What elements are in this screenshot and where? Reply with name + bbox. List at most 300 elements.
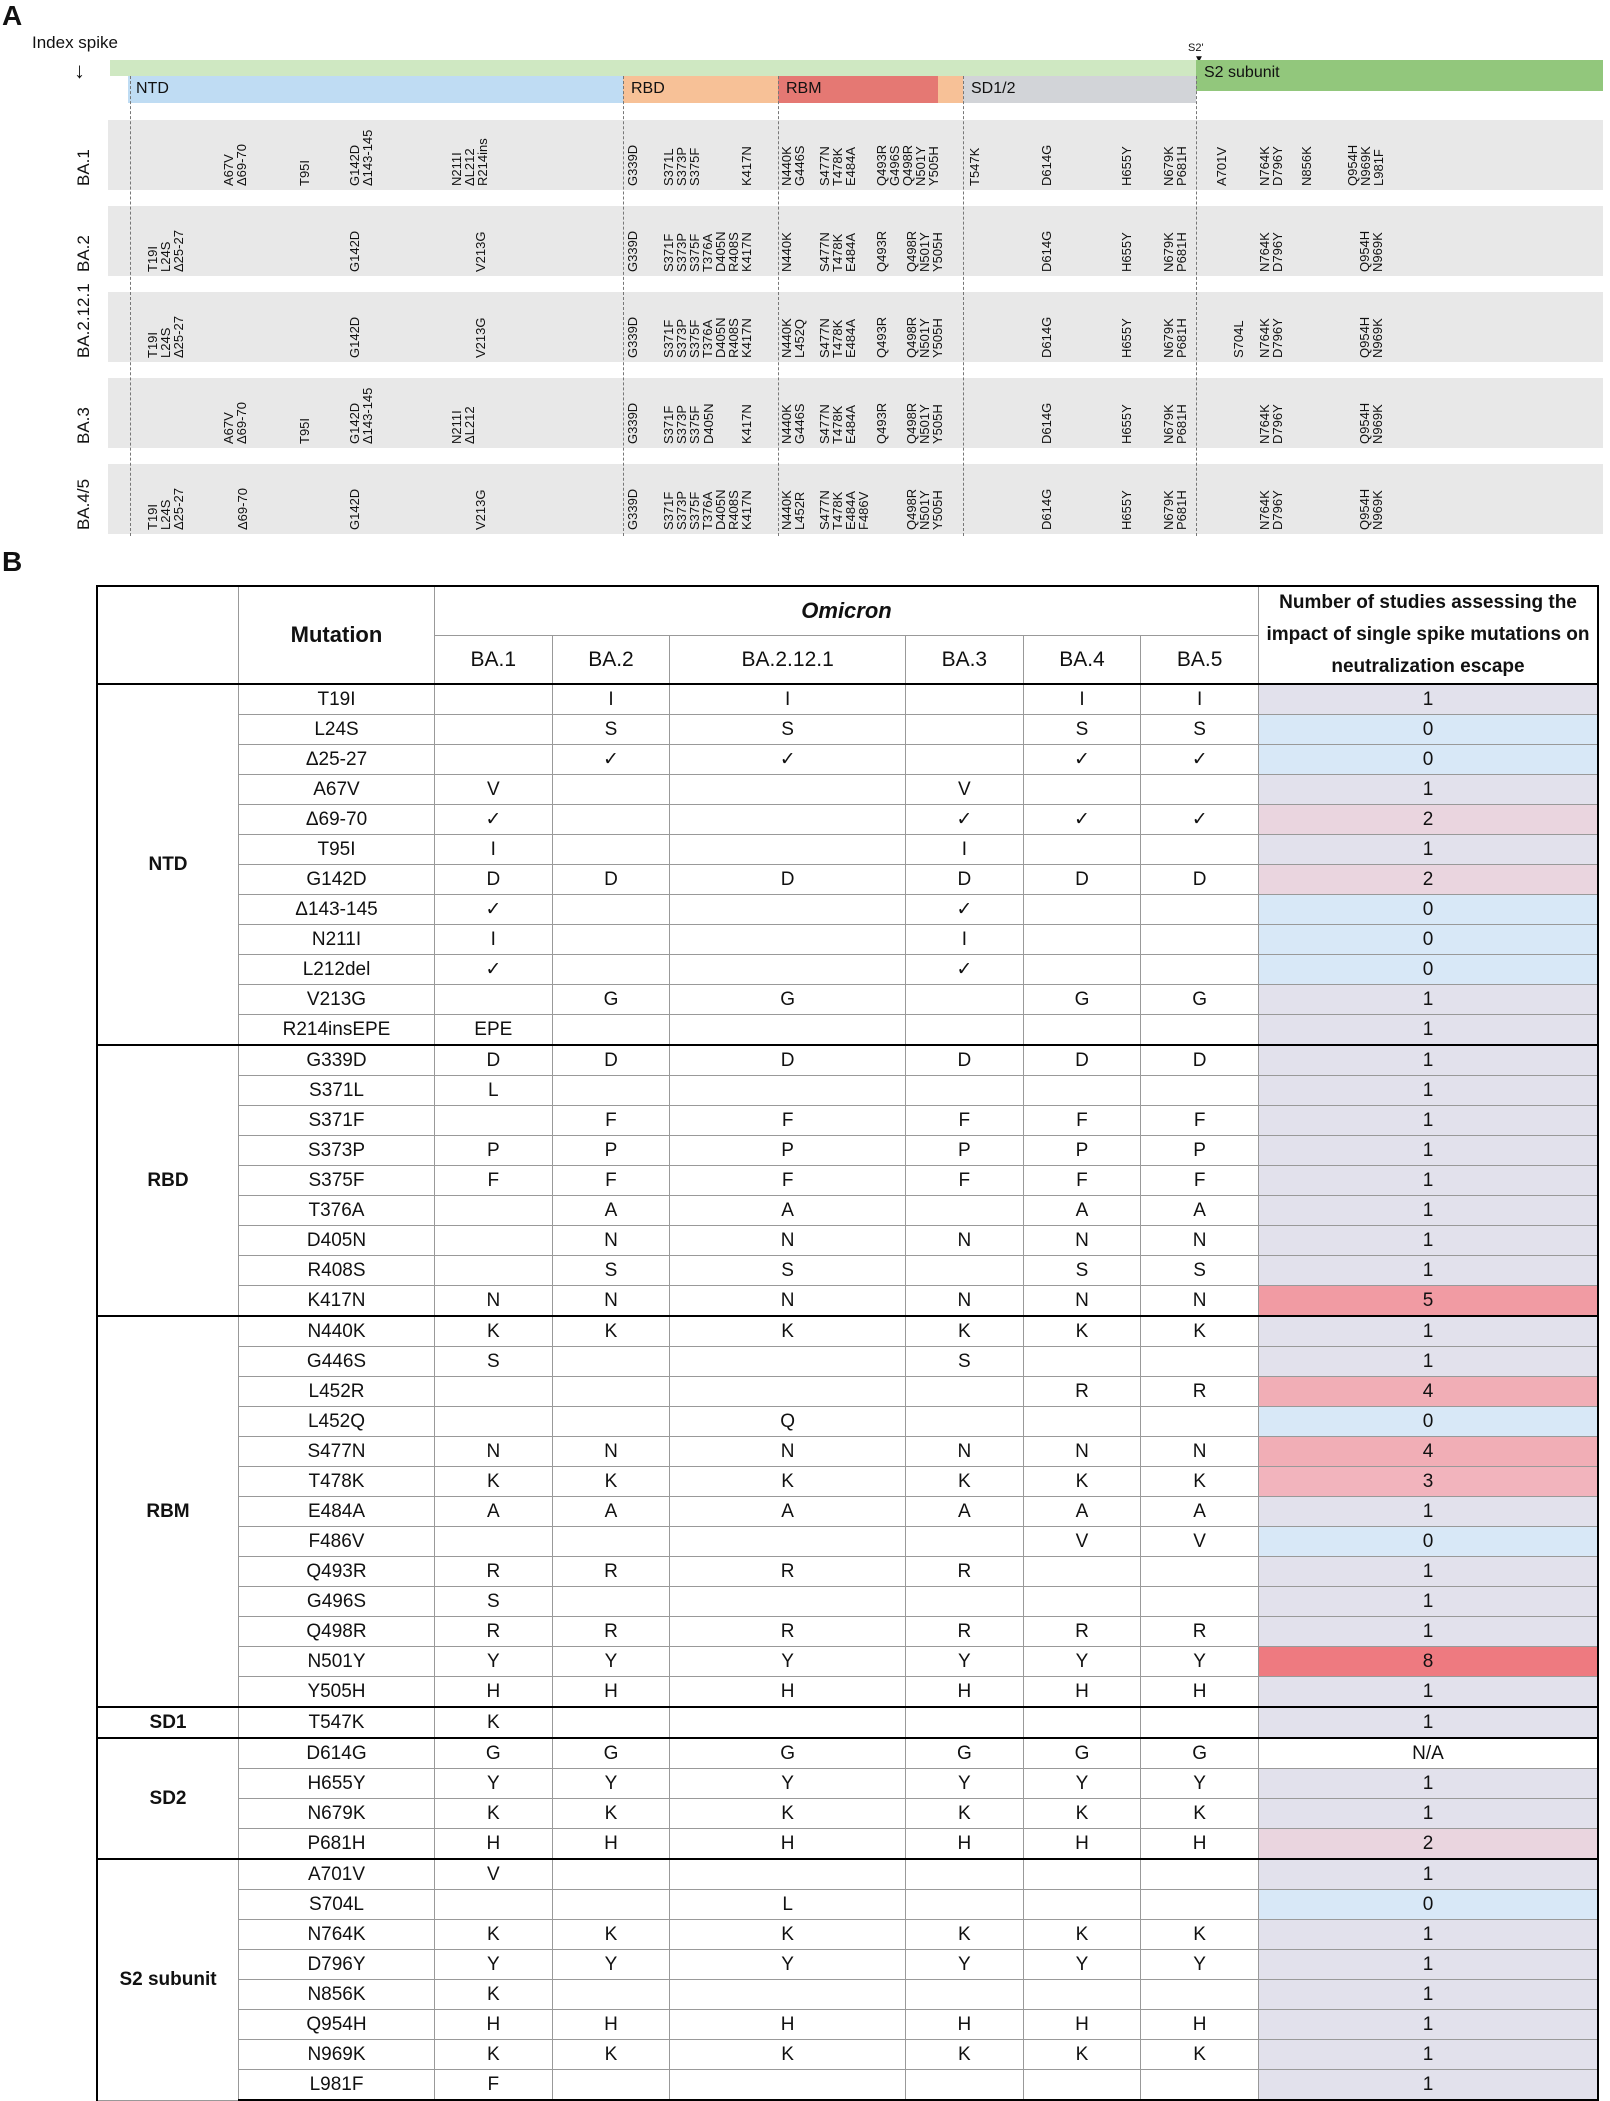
mutation-label-group: A67V Δ69-70 [221, 402, 249, 444]
mutation-label-group: N764K D796Y [1257, 490, 1285, 530]
mutation-table [96, 585, 1599, 2101]
study-count-cell: 1 [1259, 1316, 1599, 1347]
variant-value-cell: K [670, 1920, 906, 1950]
variant-value-cell: K [1023, 1799, 1141, 1829]
mutation-label-group: D614G [1039, 230, 1054, 272]
variant-value-cell: N [552, 1437, 670, 1467]
variant-value-cell: S [435, 1347, 553, 1377]
variant-value-cell: Y [906, 1647, 1024, 1677]
variant-value-cell: H [906, 1677, 1024, 1708]
study-count-cell: 1 [1259, 1256, 1599, 1286]
variant-value-cell: Y [670, 1647, 906, 1677]
mutation-label-group: T95I [297, 159, 312, 186]
mutation-label-group: D405N [701, 403, 716, 444]
variant-value-cell [670, 1347, 906, 1377]
variant-column-header: BA.2 [552, 636, 670, 685]
variant-value-cell: D [670, 865, 906, 895]
variant-value-cell: A [1023, 1497, 1141, 1527]
table-row [97, 1557, 1598, 1587]
variant-value-cell: H [1023, 1677, 1141, 1708]
variant-value-cell: H [1023, 1829, 1141, 1860]
variant-row-label: BA.1 [74, 149, 93, 186]
variant-value-cell: N [670, 1226, 906, 1256]
mutation-cell: T19I [239, 684, 435, 715]
table-row [97, 895, 1598, 925]
s2-prime-label: S2' [1188, 42, 1204, 54]
variant-value-cell [552, 835, 670, 865]
mutation-cell: G339D [239, 1045, 435, 1076]
variant-value-cell: K [670, 1316, 906, 1347]
study-count-cell: 0 [1259, 1407, 1599, 1437]
mutation-label-group: N440K [779, 232, 794, 272]
omicron-header: Omicron [435, 586, 1259, 636]
variant-value-cell [552, 1980, 670, 2010]
variant-value-cell [670, 1707, 906, 1738]
variant-value-cell [670, 805, 906, 835]
variant-value-cell: I [670, 684, 906, 715]
variant-value-cell: H [435, 1829, 553, 1860]
mutation-label-group: S371F S373P S375F T376A D405N R408S [661, 317, 741, 358]
table-row [97, 1316, 1598, 1347]
study-count-cell: 1 [1259, 775, 1599, 805]
variant-value-cell: H [906, 2010, 1024, 2040]
variant-value-cell: P [552, 1136, 670, 1166]
mutation-label-group: Q498R N501Y Y505H [904, 402, 945, 444]
mutation-label-group: N440K L452R [779, 490, 807, 530]
down-arrow-icon: ↓ [74, 58, 85, 83]
mutation-cell: S371L [239, 1076, 435, 1106]
mutation-cell: T478K [239, 1467, 435, 1497]
variant-column-header: BA.2.12.1 [670, 636, 906, 685]
table-row [97, 1226, 1598, 1256]
variant-value-cell: G [435, 1738, 553, 1769]
variant-value-cell [1023, 2070, 1141, 2101]
study-count-cell: 1 [1259, 2040, 1599, 2070]
variant-value-cell [1023, 1859, 1141, 1890]
variant-value-cell: V [906, 775, 1024, 805]
variant-value-cell: F [670, 1166, 906, 1196]
domain-boundary-line [778, 76, 779, 536]
variant-value-cell: F [1141, 1166, 1259, 1196]
variant-value-cell [552, 1377, 670, 1407]
variant-value-cell: ✓ [1141, 745, 1259, 775]
study-count-cell: 0 [1259, 715, 1599, 745]
variant-value-cell: G [1023, 985, 1141, 1015]
variant-value-cell: A [670, 1497, 906, 1527]
mutation-cell: S477N [239, 1437, 435, 1467]
variant-value-cell: K [1023, 1467, 1141, 1497]
variant-value-cell: ✓ [670, 745, 906, 775]
mutation-cell: L212del [239, 955, 435, 985]
variant-value-cell: D [1141, 865, 1259, 895]
table-row [97, 1859, 1598, 1890]
mutation-cell: L24S [239, 715, 435, 745]
variant-value-cell: H [552, 1677, 670, 1708]
study-count-cell: 2 [1259, 865, 1599, 895]
region-label: SD1 [97, 1707, 239, 1738]
variant-value-cell: N [1023, 1437, 1141, 1467]
table-row [97, 1437, 1598, 1467]
variant-value-cell [670, 775, 906, 805]
variant-value-cell: G [1141, 1738, 1259, 1769]
table-row [97, 2070, 1598, 2101]
mutation-label-group: T19I L24S Δ25-27 [145, 316, 186, 358]
variant-value-cell: P [906, 1136, 1024, 1166]
variant-value-cell [552, 1527, 670, 1557]
variant-value-cell: R [1023, 1617, 1141, 1647]
variant-value-cell [1141, 775, 1259, 805]
mutation-cell: S375F [239, 1166, 435, 1196]
variant-value-cell: K [906, 1467, 1024, 1497]
study-count-cell: 2 [1259, 805, 1599, 835]
variant-value-cell: V [435, 1859, 553, 1890]
variant-value-cell: P [1023, 1136, 1141, 1166]
variant-value-cell: V [1023, 1527, 1141, 1557]
variant-value-cell [1141, 955, 1259, 985]
variant-value-cell: K [1023, 1316, 1141, 1347]
mutation-cell: Δ143-145 [239, 895, 435, 925]
mutation-cell: N856K [239, 1980, 435, 2010]
variant-value-cell: A [906, 1497, 1024, 1527]
variant-value-cell: Y [906, 1950, 1024, 1980]
mutation-label-group: H655Y [1119, 490, 1134, 530]
region-header-blank [97, 586, 239, 684]
variant-value-cell [1023, 835, 1141, 865]
mutation-label-group: N440K G446S [779, 145, 807, 186]
table-row [97, 865, 1598, 895]
variant-value-cell: ✓ [906, 955, 1024, 985]
variant-value-cell: Y [1141, 1769, 1259, 1799]
variant-value-cell: K [552, 1467, 670, 1497]
mutation-label-group: Δ69-70 [235, 488, 250, 530]
region-label: S2 subunit [97, 1859, 239, 2100]
table-row [97, 1286, 1598, 1317]
mutation-label-group: S371F S373P S375F T376A D405N R408S [661, 231, 741, 272]
variant-value-cell: S [670, 1256, 906, 1286]
table-row [97, 1829, 1598, 1860]
region-label: NTD [97, 684, 239, 1045]
mutation-label-group: T95I [297, 417, 312, 444]
variant-value-cell: N [1023, 1226, 1141, 1256]
variant-value-cell [906, 1196, 1024, 1226]
variant-value-cell: A [435, 1497, 553, 1527]
variant-value-cell: S [906, 1347, 1024, 1377]
variant-value-cell: P [435, 1136, 553, 1166]
variant-value-cell: G [552, 1738, 670, 1769]
variant-value-cell [435, 1377, 553, 1407]
variant-value-cell [906, 1587, 1024, 1617]
variant-value-cell [552, 775, 670, 805]
mutation-cell: A67V [239, 775, 435, 805]
mutation-label-group: K417N [739, 318, 754, 358]
mutation-cell: D614G [239, 1738, 435, 1769]
mutation-label-group: S477N T478K E484A [817, 232, 858, 272]
variant-value-cell: N [906, 1286, 1024, 1317]
study-count-cell: 1 [1259, 1859, 1599, 1890]
variant-value-cell: S [552, 715, 670, 745]
mutation-header: Mutation [239, 586, 435, 684]
variant-value-cell: A [552, 1497, 670, 1527]
mutation-label-group: N764K D796Y [1257, 404, 1285, 444]
variant-value-cell [552, 1407, 670, 1437]
study-count-cell: 0 [1259, 895, 1599, 925]
mutation-label-group: N440K L452Q [779, 318, 807, 358]
variant-value-cell: N [1141, 1437, 1259, 1467]
variant-value-cell: H [552, 1829, 670, 1860]
variant-value-cell: N [1023, 1286, 1141, 1317]
variant-value-cell: N [1141, 1226, 1259, 1256]
variant-value-cell [906, 1707, 1024, 1738]
mutation-cell: G496S [239, 1587, 435, 1617]
variant-value-cell [906, 1076, 1024, 1106]
variant-value-cell [1141, 2070, 1259, 2101]
mutation-cell: Y505H [239, 1677, 435, 1708]
variant-value-cell: F [1141, 1106, 1259, 1136]
variant-value-cell [906, 1859, 1024, 1890]
domain-segment [938, 76, 963, 103]
variant-value-cell: R [670, 1617, 906, 1647]
study-count-cell: 3 [1259, 1467, 1599, 1497]
mutation-cell: E484A [239, 1497, 435, 1527]
table-row [97, 1617, 1598, 1647]
study-count-cell: 1 [1259, 2010, 1599, 2040]
variant-row-label: BA.3 [74, 407, 93, 444]
variant-value-cell [670, 1980, 906, 2010]
study-count-cell: 1 [1259, 1799, 1599, 1829]
variant-value-cell: A [670, 1196, 906, 1226]
variant-value-cell: I [1141, 684, 1259, 715]
mutation-cell: G446S [239, 1347, 435, 1377]
table-row [97, 745, 1598, 775]
mutation-cell: F486V [239, 1527, 435, 1557]
mutation-label-group: A67V Δ69-70 [221, 144, 249, 186]
variant-value-cell: ✓ [1023, 745, 1141, 775]
study-count-cell: 1 [1259, 1587, 1599, 1617]
study-count-cell: 4 [1259, 1377, 1599, 1407]
table-row [97, 1045, 1598, 1076]
variant-value-cell: N [1141, 1286, 1259, 1317]
study-count-cell: 1 [1259, 1677, 1599, 1708]
region-label: RBM [97, 1316, 239, 1707]
mutation-cell: D796Y [239, 1950, 435, 1980]
mutation-label-group: Q498R N501Y Y505H [904, 316, 945, 358]
table-row [97, 1738, 1598, 1769]
study-count-cell: 8 [1259, 1647, 1599, 1677]
table-row [97, 1256, 1598, 1286]
domain-boundary-line [130, 76, 131, 536]
variant-value-cell: A [1141, 1196, 1259, 1226]
mutation-label-group: N856K [1299, 146, 1314, 186]
mutation-label-group: G142D Δ143-145 [347, 387, 375, 444]
variant-value-cell: R [670, 1557, 906, 1587]
variant-value-cell: I [552, 684, 670, 715]
variant-value-cell: H [1023, 2010, 1141, 2040]
variant-value-cell: K [435, 1467, 553, 1497]
panel-b-letter: B [2, 546, 23, 577]
variant-value-cell: N [906, 1226, 1024, 1256]
study-count-cell: 0 [1259, 1890, 1599, 1920]
mutation-label-group: H655Y [1119, 404, 1134, 444]
variant-value-cell [906, 985, 1024, 1015]
variant-value-cell: K [906, 1920, 1024, 1950]
variant-value-cell [1023, 895, 1141, 925]
study-count-cell: 1 [1259, 1347, 1599, 1377]
domain-segment: NTD [128, 76, 623, 103]
variant-value-cell: ✓ [906, 895, 1024, 925]
mutation-cell: R408S [239, 1256, 435, 1286]
variant-value-cell: G [670, 1738, 906, 1769]
variant-value-cell [906, 745, 1024, 775]
variant-value-cell [552, 1707, 670, 1738]
mutation-label-group: G339D [625, 144, 640, 186]
variant-value-cell: H [1141, 2010, 1259, 2040]
mutation-cell: Δ69-70 [239, 805, 435, 835]
table-row [97, 1106, 1598, 1136]
table-row [97, 1920, 1598, 1950]
mutation-cell: A701V [239, 1859, 435, 1890]
variant-value-cell [1023, 1076, 1141, 1106]
variant-value-cell: R [906, 1617, 1024, 1647]
variant-value-cell: N [906, 1437, 1024, 1467]
mutation-label-group: Q498R N501Y Y505H [904, 230, 945, 272]
variant-value-cell: K [552, 1799, 670, 1829]
study-count-cell: 0 [1259, 925, 1599, 955]
variant-value-cell: R [1141, 1377, 1259, 1407]
variant-value-cell [552, 2070, 670, 2101]
variant-value-cell: D [552, 1045, 670, 1076]
mutation-label-group: N679K P681H [1161, 232, 1189, 272]
variant-value-cell: P [1141, 1136, 1259, 1166]
variant-value-cell: K [906, 1316, 1024, 1347]
table-row [97, 1950, 1598, 1980]
variant-value-cell: G [670, 985, 906, 1015]
study-count-cell: 1 [1259, 1557, 1599, 1587]
variant-value-cell: D [552, 865, 670, 895]
table-row [97, 1347, 1598, 1377]
study-count-cell: 1 [1259, 835, 1599, 865]
variant-value-cell [435, 1527, 553, 1557]
mutation-cell: T547K [239, 1707, 435, 1738]
variant-value-cell [1141, 1859, 1259, 1890]
mutation-label-group: Q493R G496S Q498R N501Y Y505H [874, 144, 941, 186]
variant-value-cell: F [906, 1106, 1024, 1136]
variant-value-cell: F [552, 1166, 670, 1196]
variant-value-cell: H [1141, 1829, 1259, 1860]
table-row [97, 2010, 1598, 2040]
table-row [97, 1587, 1598, 1617]
variant-value-cell: R [552, 1617, 670, 1647]
variant-row-label: BA.2 [74, 235, 93, 272]
variant-value-cell: N [670, 1437, 906, 1467]
table-row [97, 1166, 1598, 1196]
variant-value-cell: N [552, 1286, 670, 1317]
mutation-label-group: T19I L24S Δ25-27 [145, 488, 186, 530]
variant-value-cell: K [552, 1920, 670, 1950]
variant-value-cell: S [1023, 1256, 1141, 1286]
table-row [97, 835, 1598, 865]
variant-value-cell: R [906, 1557, 1024, 1587]
variant-value-cell: K [435, 2040, 553, 2070]
variant-value-cell [435, 684, 553, 715]
mutation-cell: V213G [239, 985, 435, 1015]
mutation-label-group: S477N T478K E484A [817, 318, 858, 358]
mutation-cell: S704L [239, 1890, 435, 1920]
variant-value-cell: N [435, 1286, 553, 1317]
table-row [97, 1769, 1598, 1799]
variant-value-cell: ✓ [1023, 805, 1141, 835]
mutation-label-group: N764K D796Y [1257, 146, 1285, 186]
mutation-cell: N501Y [239, 1647, 435, 1677]
mutation-label-group: S371F S373P S375F T376A D405N R408S [661, 489, 741, 530]
variant-value-cell [1141, 1015, 1259, 1046]
variant-value-cell [1141, 1407, 1259, 1437]
study-count-cell: 0 [1259, 745, 1599, 775]
variant-value-cell [552, 805, 670, 835]
variant-value-cell [552, 1076, 670, 1106]
variant-value-cell [1141, 835, 1259, 865]
variant-value-cell: V [435, 775, 553, 805]
mutation-label-group: G339D [625, 402, 640, 444]
variant-value-cell: Y [435, 1647, 553, 1677]
variant-value-cell: H [435, 2010, 553, 2040]
study-count-cell: 1 [1259, 1707, 1599, 1738]
mutation-label-group: Q493R [874, 230, 889, 272]
mutation-cell: S371F [239, 1106, 435, 1136]
variant-value-cell [906, 715, 1024, 745]
domain-boundary-line [963, 76, 964, 536]
variant-value-cell [435, 715, 553, 745]
domain-segment: S2 subunit [1196, 60, 1603, 91]
variant-value-cell: K [1023, 1920, 1141, 1950]
table-row [97, 1890, 1598, 1920]
variant-value-cell: Y [1023, 1769, 1141, 1799]
study-count-cell: 1 [1259, 1617, 1599, 1647]
variant-value-cell: K [906, 2040, 1024, 2070]
variant-value-cell: S [1141, 1256, 1259, 1286]
variant-value-cell [1023, 1407, 1141, 1437]
variant-value-cell: S [1023, 715, 1141, 745]
table-row [97, 1980, 1598, 2010]
study-count-cell: 1 [1259, 1196, 1599, 1226]
variant-value-cell: F [435, 1166, 553, 1196]
domain-segment: RBD [623, 76, 778, 103]
variant-value-cell: I [1023, 684, 1141, 715]
variant-value-cell: V [1141, 1527, 1259, 1557]
variant-value-cell: F [552, 1106, 670, 1136]
table-row [97, 925, 1598, 955]
variant-value-cell [552, 1015, 670, 1046]
variant-value-cell [670, 1076, 906, 1106]
variant-value-cell: F [1023, 1166, 1141, 1196]
variant-value-cell: ✓ [435, 895, 553, 925]
mutation-label-group: A701V [1214, 146, 1229, 186]
mutation-cell: Q498R [239, 1617, 435, 1647]
table-row [97, 1707, 1598, 1738]
variant-value-cell [1023, 1890, 1141, 1920]
variant-value-cell: I [906, 835, 1024, 865]
mutation-label-group: G339D [625, 488, 640, 530]
mutation-label-group: V213G [473, 231, 488, 272]
mutation-label-group: S477N T478K E484A F486V [817, 490, 871, 530]
variant-value-cell: K [1141, 1920, 1259, 1950]
variant-value-cell: G [1141, 985, 1259, 1015]
variant-value-cell: I [435, 925, 553, 955]
variant-value-cell [906, 1256, 1024, 1286]
mutation-label-group: G142D [347, 488, 362, 530]
variant-value-cell: L [670, 1890, 906, 1920]
variant-value-cell: I [906, 925, 1024, 955]
study-count-cell: 2 [1259, 1829, 1599, 1860]
